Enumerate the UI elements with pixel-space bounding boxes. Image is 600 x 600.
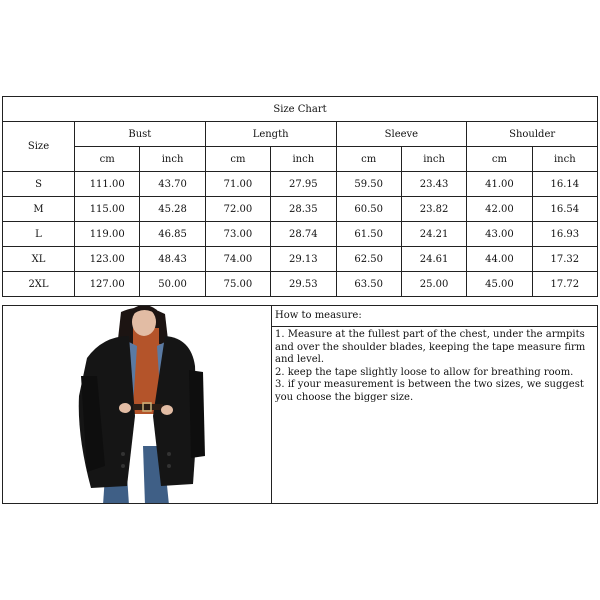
shoulder-cm-unit: cm [467,147,532,172]
sleeve-cm-unit: cm [336,147,401,172]
table-row [3,172,598,197]
table-cell: 43.70 [140,172,205,197]
table-cell: 23.82 [401,197,466,222]
table-cell: 28.74 [271,222,336,247]
table-cell: 127.00 [75,272,140,297]
table-cell: 16.54 [532,197,597,222]
table-cell: 28.35 [271,197,336,222]
measure-step: 2. keep the tape slightly loose to allow for breathing room. [275,366,574,378]
table-cell: 71.00 [205,172,270,197]
length-inch-unit: inch [271,147,336,172]
measure-notes [272,306,597,503]
measure-section [2,305,598,504]
table-row [3,197,598,222]
table-row [3,272,598,297]
table-cell: 44.00 [467,247,532,272]
table-row [3,247,598,272]
bust-cm-unit: cm [75,147,140,172]
table-cell: 46.85 [140,222,205,247]
table-cell: 45.00 [467,272,532,297]
size-column-header: Size [3,122,75,172]
size-label: 2XL [3,272,75,297]
size-label: L [3,222,75,247]
table-cell: 111.00 [75,172,140,197]
size-label: M [3,197,75,222]
bust-inch-unit: inch [140,147,205,172]
table-cell: 16.14 [532,172,597,197]
table-cell: 25.00 [401,272,466,297]
size-label: XL [3,247,75,272]
table-cell: 43.00 [467,222,532,247]
length-cm-unit: cm [205,147,270,172]
table-cell: 119.00 [75,222,140,247]
table-cell: 60.50 [336,197,401,222]
table-cell: 24.21 [401,222,466,247]
table-cell: 29.13 [271,247,336,272]
table-cell: 59.50 [336,172,401,197]
model-wearing-black-blazer-icon [3,306,271,503]
table-cell: 24.61 [401,247,466,272]
measure-heading: How to measure: [272,306,597,327]
sleeve-header: Sleeve [336,122,467,147]
table-cell: 42.00 [467,197,532,222]
table-row [3,222,598,247]
table-cell: 61.50 [336,222,401,247]
table-cell: 75.00 [205,272,270,297]
size-label: S [3,172,75,197]
table-cell: 115.00 [75,197,140,222]
table-cell: 62.50 [336,247,401,272]
table-cell: 45.28 [140,197,205,222]
table-cell: 123.00 [75,247,140,272]
table-cell: 48.43 [140,247,205,272]
table-cell: 41.00 [467,172,532,197]
table-cell: 73.00 [205,222,270,247]
size-chart-sheet [2,96,598,504]
table-cell: 29.53 [271,272,336,297]
shoulder-inch-unit: inch [532,147,597,172]
chart-title: Size Chart [3,97,598,122]
length-header: Length [205,122,336,147]
sleeve-inch-unit: inch [401,147,466,172]
table-cell: 17.72 [532,272,597,297]
table-cell: 72.00 [205,197,270,222]
table-cell: 74.00 [205,247,270,272]
table-cell: 63.50 [336,272,401,297]
table-cell: 50.00 [140,272,205,297]
table-cell: 23.43 [401,172,466,197]
shoulder-header: Shoulder [467,122,598,147]
table-cell: 27.95 [271,172,336,197]
size-chart-table [2,96,598,297]
table-cell: 17.32 [532,247,597,272]
measure-steps [272,327,597,407]
table-cell: 16.93 [532,222,597,247]
measure-step: 3. if your measurement is between the two sizes, we suggest you choose the bigger size. [275,379,584,403]
measure-step: 1. Measure at the fullest part of the chest, under the armpits and over the shoulder blades, keeping the tape measure firm and level. [275,329,586,366]
bust-header: Bust [75,122,206,147]
model-photo [3,306,272,503]
